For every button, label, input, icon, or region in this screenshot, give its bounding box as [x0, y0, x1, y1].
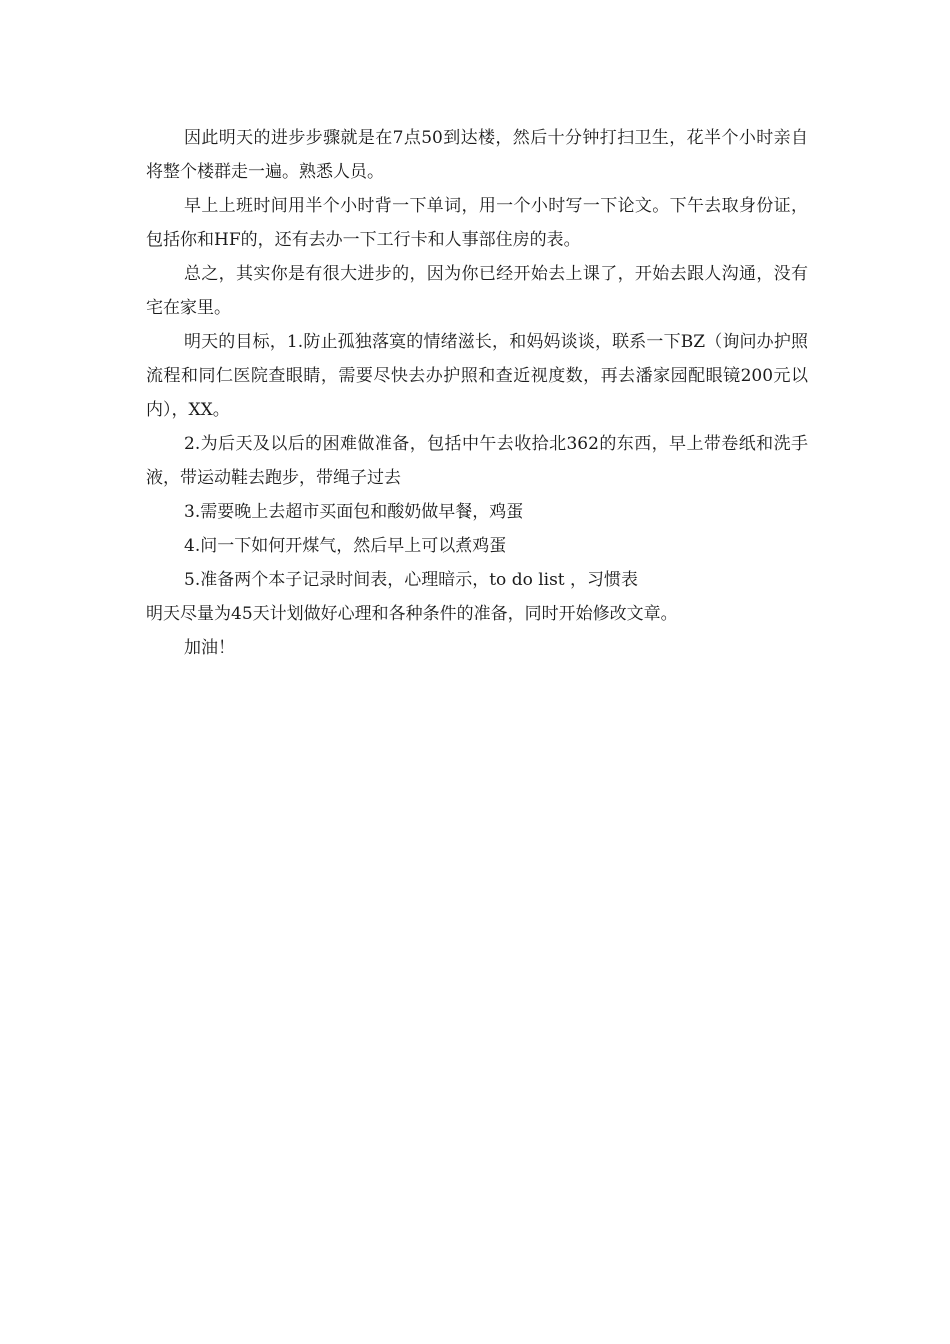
paragraph-morning-plan: 早上上班时间用半个小时背一下单词，用一个小时写一下论文。下午去取身份证，包括你和HF的，还有去办一下工行卡和人事部住房的表。	[146, 196, 808, 250]
document-body	[146, 121, 808, 665]
paragraph-45-day-plan: 明天尽量为45天计划做好心理和各种条件的准备，同时开始修改文章。	[146, 604, 678, 624]
paragraph-progress-steps: 因此明天的进步步骤就是在7点50到达楼，然后十分钟打扫卫生，花半个小时亲自将整个楼群走一遍。熟悉人员。	[146, 128, 808, 182]
paragraph-goal-3: 3.需要晚上去超市买面包和酸奶做早餐，鸡蛋	[184, 502, 524, 522]
paragraph-goal-1: 明天的目标，1.防止孤独落寞的情绪滋长，和妈妈谈谈，联系一下BZ（询问办护照流程和同仁医院查眼睛，需要尽快去办护照和查近视度数，再去潘家园配眼镜200元以内），XX。	[146, 332, 808, 420]
paragraph-goal-2: 2.为后天及以后的困难做准备，包括中午去收拾北362的东西，早上带卷纸和洗手液，带运动鞋去跑步，带绳子过去	[146, 434, 808, 488]
paragraph-goal-5: 5.准备两个本子记录时间表，心理暗示，to do list ，习惯表	[184, 570, 639, 590]
paragraph-goal-4: 4.问一下如何开煤气，然后早上可以煮鸡蛋	[184, 536, 507, 556]
paragraph-summary: 总之，其实你是有很大进步的，因为你已经开始去上课了，开始去跟人沟通，没有宅在家里。	[146, 264, 808, 318]
paragraph-encouragement: 加油！	[184, 638, 235, 658]
